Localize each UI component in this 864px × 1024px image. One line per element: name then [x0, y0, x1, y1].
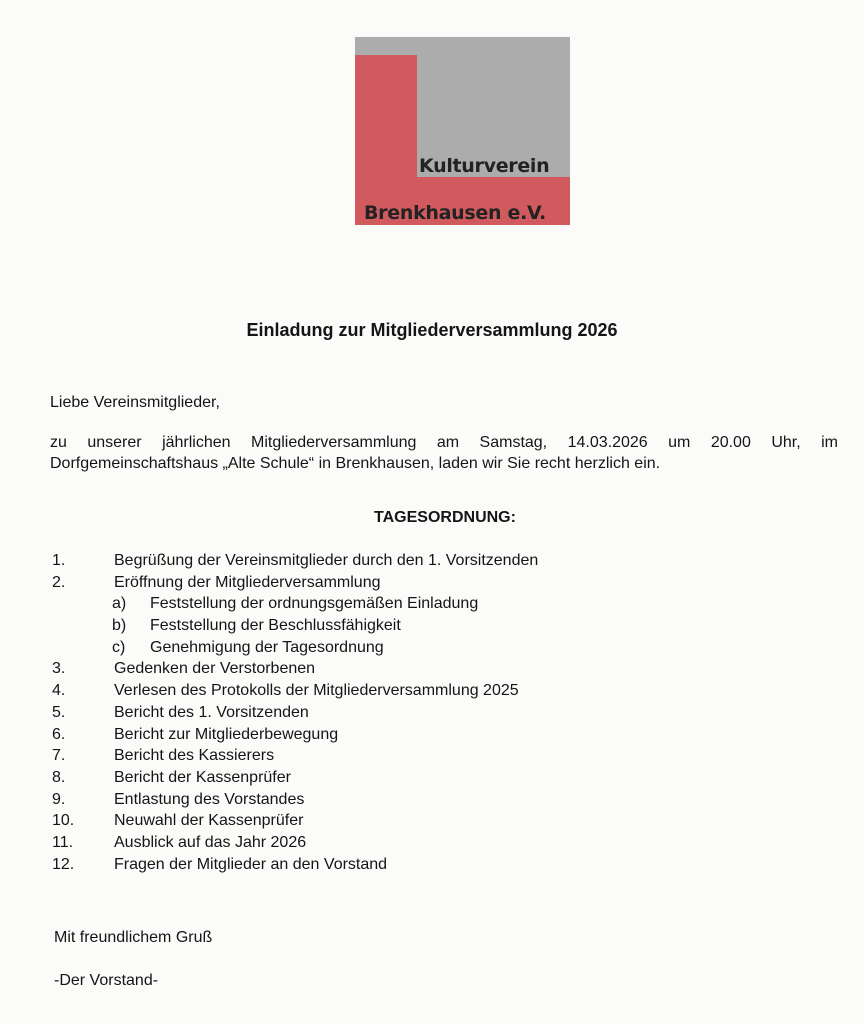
document-title: Einladung zur Mitgliederversammlung 2026: [246, 320, 618, 340]
agenda-item-number: 4.: [52, 682, 66, 700]
agenda-heading: TAGESORDNUNG:: [374, 509, 516, 526]
agenda-item-text: Gedenken der Verstorbenen: [114, 660, 316, 678]
agenda-item-text: Verlesen des Protokolls der Mitgliederversammlung 2025: [114, 682, 519, 700]
agenda-item-7: [52, 747, 812, 769]
logo-text-line2: Brenkhausen e.V.: [364, 202, 546, 224]
intro-paragraph: zu unserer jährlichen Mitgliederversammlung am Samstag, 14.03.2026 um 20.00 Uhr, im Dorfgemeinschaftshaus „Alte Schule“ in Brenkhausen, laden wir Sie recht herzlich ein.: [50, 434, 838, 472]
agenda-item-4: [52, 682, 812, 704]
agenda-item-number: 9.: [52, 790, 66, 808]
agenda-subitem-c: [52, 639, 812, 661]
agenda-item-number: 7.: [52, 747, 66, 765]
agenda-item-6: [52, 726, 812, 748]
agenda-item-text: Ausblick auf das Jahr 2026: [114, 833, 307, 851]
agenda-subitem-text: Feststellung der Beschlussfähigkeit: [150, 617, 401, 635]
agenda-item-number: 3.: [52, 660, 66, 678]
agenda-subitem-letter: b): [112, 617, 127, 635]
agenda-item-12: [52, 856, 812, 878]
agenda-list: [52, 552, 812, 877]
agenda-item-text: Bericht des 1. Vorsitzenden: [114, 703, 309, 721]
agenda-item-number: 10.: [52, 812, 75, 830]
agenda-item-number: 11.: [52, 833, 74, 851]
agenda-item-11: [52, 834, 812, 856]
agenda-subitem-letter: a): [112, 595, 127, 613]
agenda-item-8: [52, 769, 812, 791]
agenda-item-number: 8.: [52, 768, 66, 786]
agenda-item-2: [52, 574, 812, 596]
agenda-item-text: Fragen der Mitglieder an den Vorstand: [114, 855, 388, 873]
agenda-item-1: [52, 552, 812, 574]
agenda-item-text: Entlastung des Vorstandes: [114, 790, 305, 808]
agenda-subitem-text: Feststellung der ordnungsgemäßen Einladung: [150, 595, 479, 613]
agenda-subitem-b: [52, 617, 812, 639]
agenda-item-text: Bericht des Kassierers: [114, 747, 275, 765]
agenda-subitem-a: [52, 595, 812, 617]
closing-greeting: Mit freundlichem Gruß: [54, 929, 213, 946]
agenda-item-text: Bericht zur Mitgliederbewegung: [114, 725, 339, 743]
agenda-item-number: 1.: [52, 552, 66, 569]
agenda-item-10: [52, 812, 812, 834]
logo-text-line1: Kulturverein: [419, 155, 550, 177]
agenda-item-number: 5.: [52, 703, 66, 721]
agenda-item-9: [52, 791, 812, 813]
agenda-item-5: [52, 704, 812, 726]
agenda-item-text: Eröffnung der Mitgliederversammlung: [114, 573, 381, 591]
agenda-item-number: 12.: [52, 855, 75, 873]
signature: -Der Vorstand-: [54, 972, 159, 989]
agenda-item-number: 2.: [52, 573, 66, 591]
club-logo: [355, 37, 570, 225]
agenda-subitem-letter: c): [112, 638, 126, 656]
agenda-subitem-text: Genehmigung der Tagesordnung: [150, 638, 384, 656]
salutation: Liebe Vereinsmitglieder,: [50, 394, 220, 411]
agenda-item-text: Neuwahl der Kassenprüfer: [114, 812, 304, 830]
agenda-item-text: Bericht der Kassenprüfer: [114, 768, 291, 786]
agenda-item-text: Begrüßung der Vereinsmitglieder durch den 1. Vorsitzenden: [114, 552, 539, 569]
agenda-item-3: [52, 660, 812, 682]
agenda-item-number: 6.: [52, 725, 66, 743]
